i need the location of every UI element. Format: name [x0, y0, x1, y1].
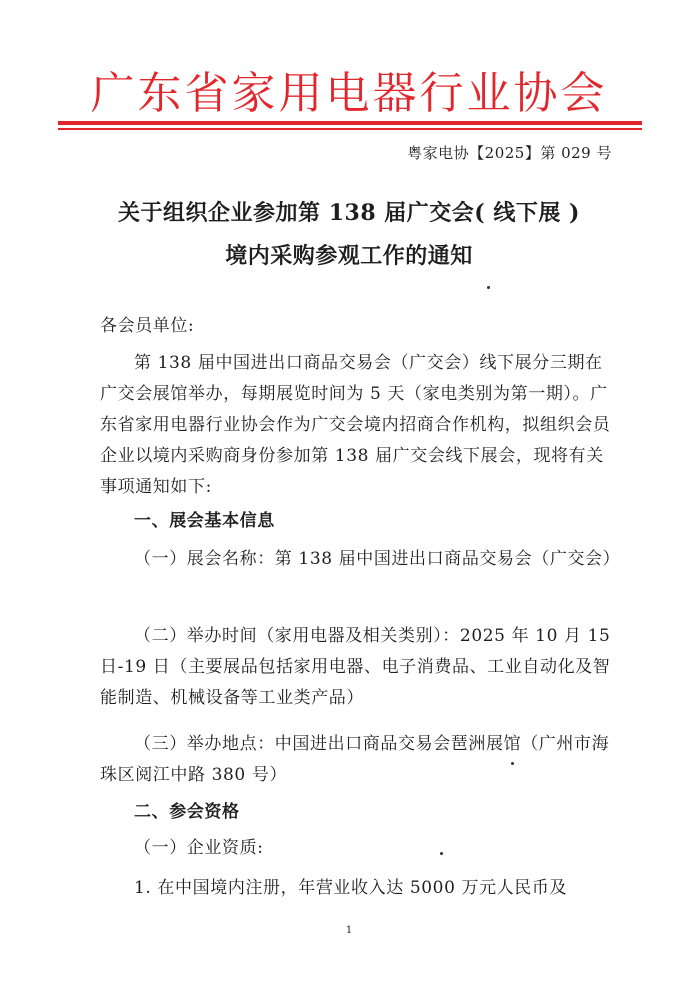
section-2-heading: 二、参会资格 — [134, 802, 240, 822]
letterhead-org-name: 广东省家用电器行业协会 — [90, 68, 608, 119]
section-1-item-1: （一）展会名称：第 138 届中国进出口商品交易会（广交会） — [134, 549, 621, 569]
scan-speck — [440, 852, 443, 855]
scan-speck — [511, 762, 514, 765]
salutation: 各会员单位: — [100, 316, 195, 336]
section-1-item-2: （二）举办时间（家用电器及相关类别）：2025 年 10 月 15 日-19 日（主要展品包括家用电器、电子消费品、工业自动化及智能制造、机械设备等工业类产品） — [100, 626, 611, 708]
section-2-point-1: 1. 在中国境内注册，年营业收入达 5000 万元人民币及 — [134, 878, 568, 898]
section-1-item-3: （三）举办地点：中国进出口商品交易会琶洲展馆（广州市海珠区阅江中路 380 号） — [100, 734, 610, 785]
section-1-heading: 一、展会基本信息 — [134, 511, 275, 531]
page-number: 1 — [345, 925, 353, 936]
scan-speck — [487, 286, 490, 289]
title-line-2: 境内采购参观工作的通知 — [225, 243, 473, 269]
title-line-1: 关于组织企业参加第 138 届广交会( 线下展 ) — [118, 200, 580, 226]
letterhead-rule-thick — [58, 121, 642, 125]
intro-paragraph: 第 138 届中国进出口商品交易会（广交会）线下展分三期在广交会展馆举办，每期展览时间为 5 天（家电类别为第一期）。广东省家用电器行业协会作为广交会境内招商合作机构，拟组织会员企业以境内采购商身份参加第 138 届广交会线下展会，现将有关事项通知如下: — [100, 353, 611, 497]
letterhead-rule-thin — [58, 128, 642, 130]
section-2-item-1: （一）企业资质: — [134, 838, 264, 858]
document-number: 粤家电协【2025】第 029 号 — [407, 144, 612, 162]
